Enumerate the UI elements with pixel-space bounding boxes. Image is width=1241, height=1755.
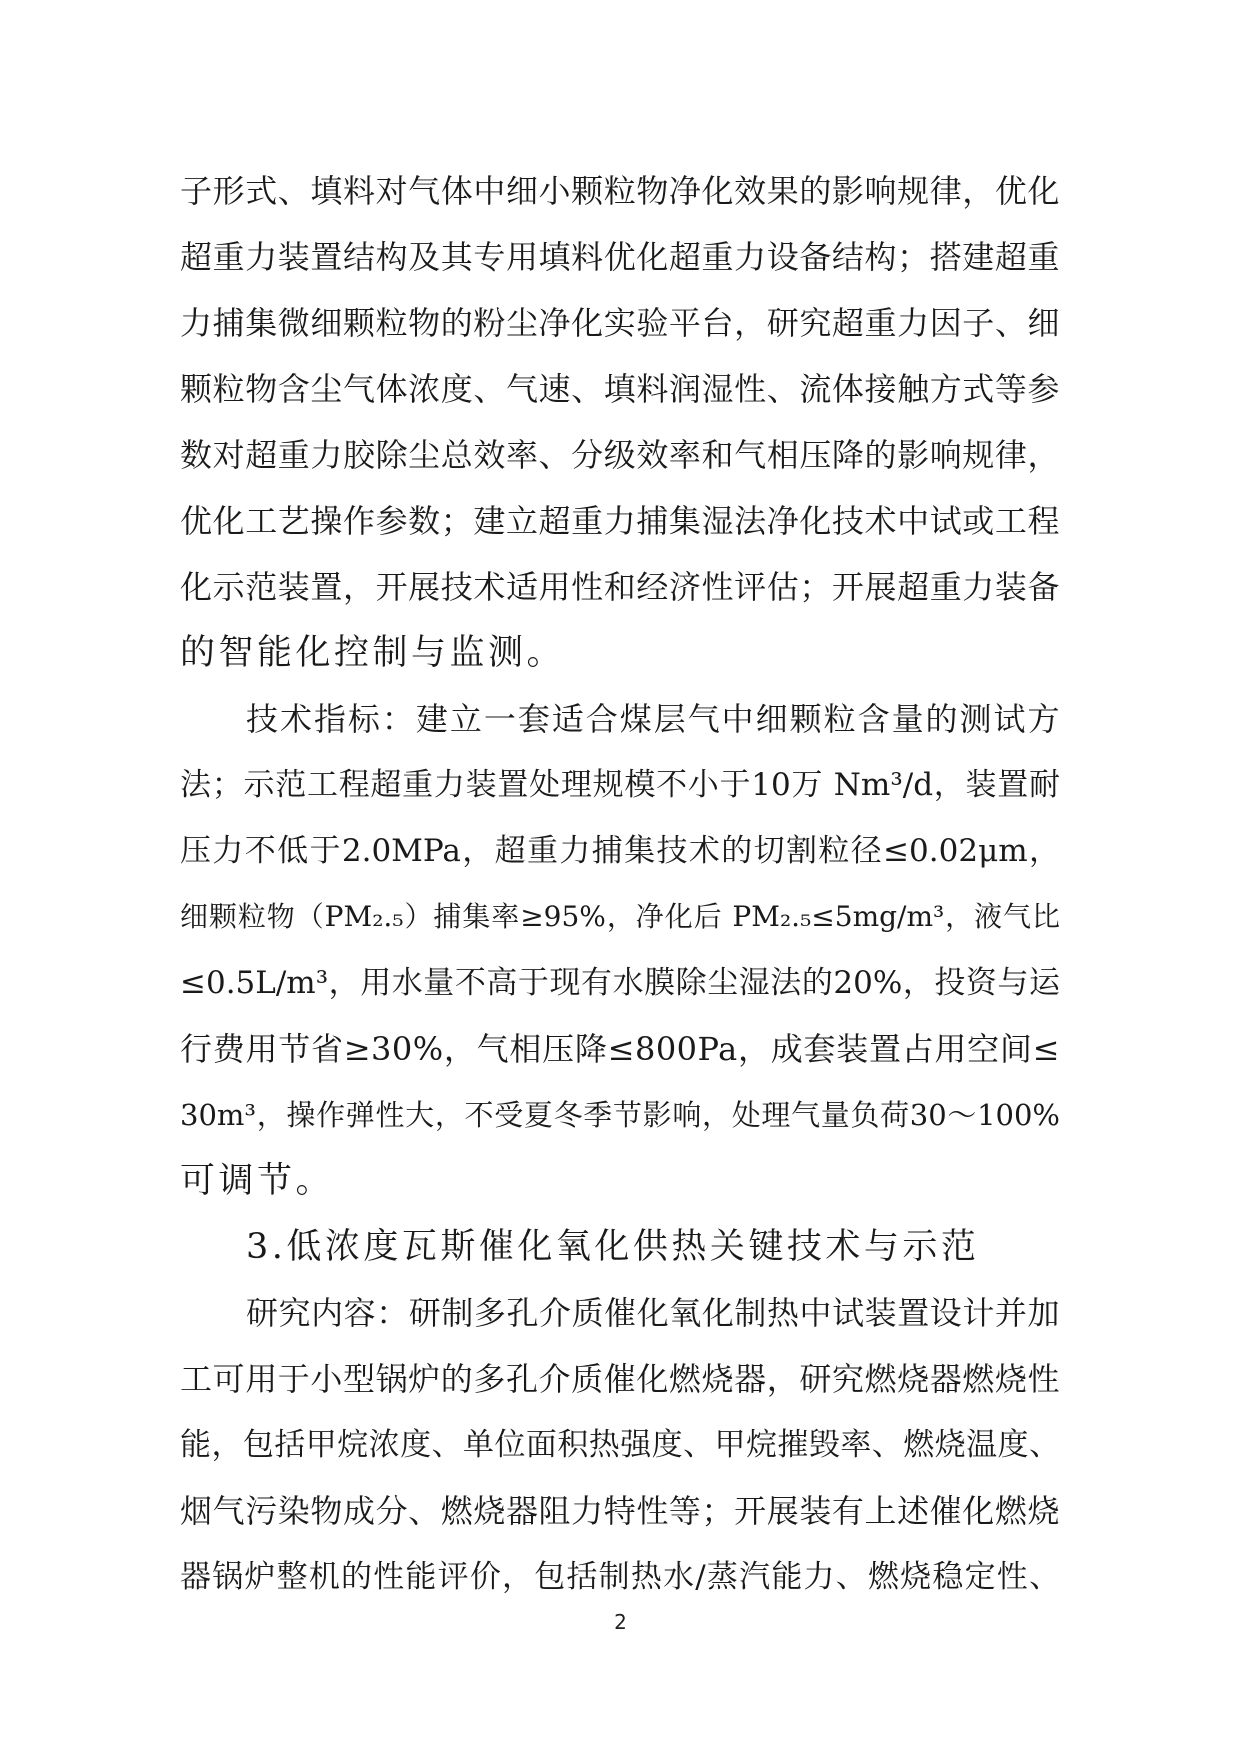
text-line: 压力不低于2.0MPa，超重力捕集技术的切割粒径≤0.02μm， bbox=[180, 833, 1060, 869]
text-line: 工可用于小型锅炉的多孔介质催化燃烧器，研究燃烧器燃烧性 bbox=[180, 1360, 1060, 1398]
text-line: 优化工艺操作参数；建立超重力捕集湿法净化技术中试或工程 bbox=[180, 502, 1060, 540]
text-line: 能，包括甲烷浓度、单位面积热强度、甲烷摧毁率、燃烧温度、 bbox=[180, 1427, 1060, 1463]
text-line: 30m³，操作弹性大，不受夏冬季节影响，处理气量负荷30～100% bbox=[180, 1098, 1060, 1132]
text-line: 颗粒物含尘气体浓度、气速、填料润湿性、流体接触方式等参 bbox=[180, 370, 1060, 408]
text-line: ≤0.5L/m³，用水量不高于现有水膜除尘湿法的20%，投资与运 bbox=[180, 965, 1060, 1001]
text-line: 的智能化控制与监测。 bbox=[180, 633, 566, 673]
text-line: 可调节。 bbox=[180, 1161, 335, 1201]
text-line: 法；示范工程超重力装置处理规模不小于10万 Nm³/d，装置耐 bbox=[180, 767, 1060, 803]
text-line: 行费用节省≥30%，气相压降≤800Pa，成套装置占用空间≤ bbox=[180, 1030, 1060, 1068]
text-line: 烟气污染物成分、燃烧器阻力特性等；开展装有上述催化燃烧 bbox=[180, 1492, 1060, 1530]
paragraph-first-line: 研究内容：研制多孔介质催化氧化制热中试装置设计并加 bbox=[246, 1294, 1060, 1332]
paragraph-first-line: 技术指标：建立一套适合煤层气中细颗粒含量的测试方 bbox=[246, 700, 1060, 738]
text-line: 力捕集微细颗粒物的粉尘净化实验平台，研究超重力因子、细 bbox=[180, 304, 1060, 342]
text-line: 化示范装置，开展技术适用性和经济性评估；开展超重力装备 bbox=[180, 568, 1060, 606]
text-line: 数对超重力胶除尘总效率、分级效率和气相压降的影响规律， bbox=[180, 436, 1060, 474]
text-line: 细颗粒物（PM₂.₅）捕集率≥95%，净化后 PM₂.₅≤5mg/m³，液气比 bbox=[180, 900, 1060, 933]
text-line: 器锅炉整机的性能评价，包括制热水/蒸汽能力、燃烧稳定性、 bbox=[180, 1559, 1060, 1595]
text-line: 超重力装置结构及其专用填料优化超重力设备结构；搭建超重 bbox=[180, 238, 1060, 276]
text-line: 子形式、填料对气体中细小颗粒物净化效果的影响规律，优化 bbox=[180, 172, 1060, 210]
section-heading: 3.低浓度瓦斯催化氧化供热关键技术与示范 bbox=[246, 1227, 980, 1267]
page-number: 2 bbox=[614, 1610, 627, 1634]
